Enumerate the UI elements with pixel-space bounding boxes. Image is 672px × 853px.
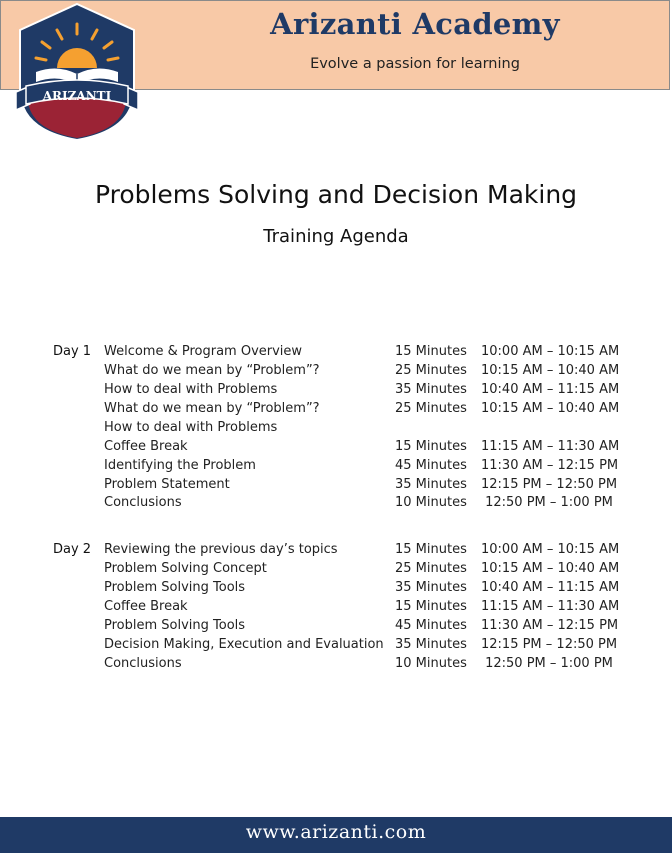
agenda-topic: Problem Solving Concept [104,561,267,576]
logo-text: ARIZANTI [42,89,112,103]
agenda-topic: Coffee Break [104,439,188,454]
agenda-time: 10:15 AM – 10:40 AM [481,401,620,416]
agenda-time: 12:15 PM – 12:50 PM [481,477,618,492]
agenda-duration: 35 Minutes [395,637,467,652]
agenda-topic: Conclusions [104,495,182,510]
agenda-time: 12:50 PM – 1:00 PM [485,495,613,510]
agenda-row [0,580,672,599]
agenda-duration: 25 Minutes [395,363,467,378]
arizanti-logo-icon [12,2,142,142]
agenda-time: 11:15 AM – 11:30 AM [481,439,620,454]
agenda-time: 10:40 AM – 11:15 AM [481,580,620,595]
agenda-row [0,344,672,363]
agenda-topic: What do we mean by “Problem”? [104,363,320,378]
agenda-time: 11:15 AM – 11:30 AM [481,599,620,614]
agenda-topic: How to deal with Problems [104,382,278,397]
agenda-duration: 35 Minutes [395,382,467,397]
agenda-row [0,656,672,675]
footer-bar [0,817,672,853]
agenda-duration: 10 Minutes [395,656,467,671]
agenda-row [0,599,672,618]
agenda-duration: 25 Minutes [395,401,467,416]
agenda-duration: 45 Minutes [395,458,467,473]
agenda-duration: 25 Minutes [395,561,467,576]
agenda-duration: 45 Minutes [395,618,467,633]
agenda-row [0,439,672,458]
agenda-row [0,420,672,439]
agenda-time: 10:40 AM – 11:15 AM [481,382,620,397]
agenda-row [0,401,672,420]
agenda-row [0,495,672,514]
agenda-time: 10:00 AM – 10:15 AM [481,344,620,359]
agenda-time: 11:30 AM – 12:15 PM [481,458,619,473]
agenda-duration: 10 Minutes [395,495,467,510]
agenda-duration: 35 Minutes [395,477,467,492]
day-label: Day 2 [53,542,92,557]
agenda-row [0,637,672,656]
agenda-time: 10:00 AM – 10:15 AM [481,542,620,557]
agenda-duration: 15 Minutes [395,542,467,557]
agenda-topic: Problem Solving Tools [104,580,246,595]
brand-name: Arizanti Academy [270,7,560,41]
agenda-duration: 15 Minutes [395,599,467,614]
agenda-time: 12:50 PM – 1:00 PM [485,656,613,671]
agenda-time: 10:15 AM – 10:40 AM [481,561,620,576]
agenda-row [0,382,672,401]
agenda-topic: Decision Making, Execution and Evaluation [104,637,384,652]
agenda-topic: Identifying the Problem [104,458,256,473]
agenda-row [0,561,672,580]
agenda-row [0,458,672,477]
agenda-topic: Reviewing the previous day’s topics [104,542,338,557]
agenda-topic: What do we mean by “Problem”? [104,401,320,416]
tagline: Evolve a passion for learning [310,56,520,72]
agenda-time: 11:30 AM – 12:15 PM [481,618,619,633]
agenda-topic: Problem Solving Tools [104,618,246,633]
agenda-topic: Coffee Break [104,599,188,614]
day-label: Day 1 [53,344,92,359]
agenda-topic: Welcome & Program Overview [104,344,303,359]
agenda-duration: 35 Minutes [395,580,467,595]
agenda-time: 12:15 PM – 12:50 PM [481,637,618,652]
agenda-topic: Problem Statement [104,477,230,492]
agenda-row [0,542,672,561]
agenda-duration: 15 Minutes [395,344,467,359]
website-link[interactable]: www.arizanti.com [245,821,427,843]
agenda-row [0,363,672,382]
agenda-duration: 15 Minutes [395,439,467,454]
agenda-topic: How to deal with Problems [104,420,278,435]
document-title: Problems Solving and Decision Making [94,180,578,209]
document-subtitle: Training Agenda [263,226,409,247]
agenda-topic: Conclusions [104,656,182,671]
agenda-time: 10:15 AM – 10:40 AM [481,363,620,378]
agenda-row [0,477,672,496]
agenda-row [0,618,672,637]
